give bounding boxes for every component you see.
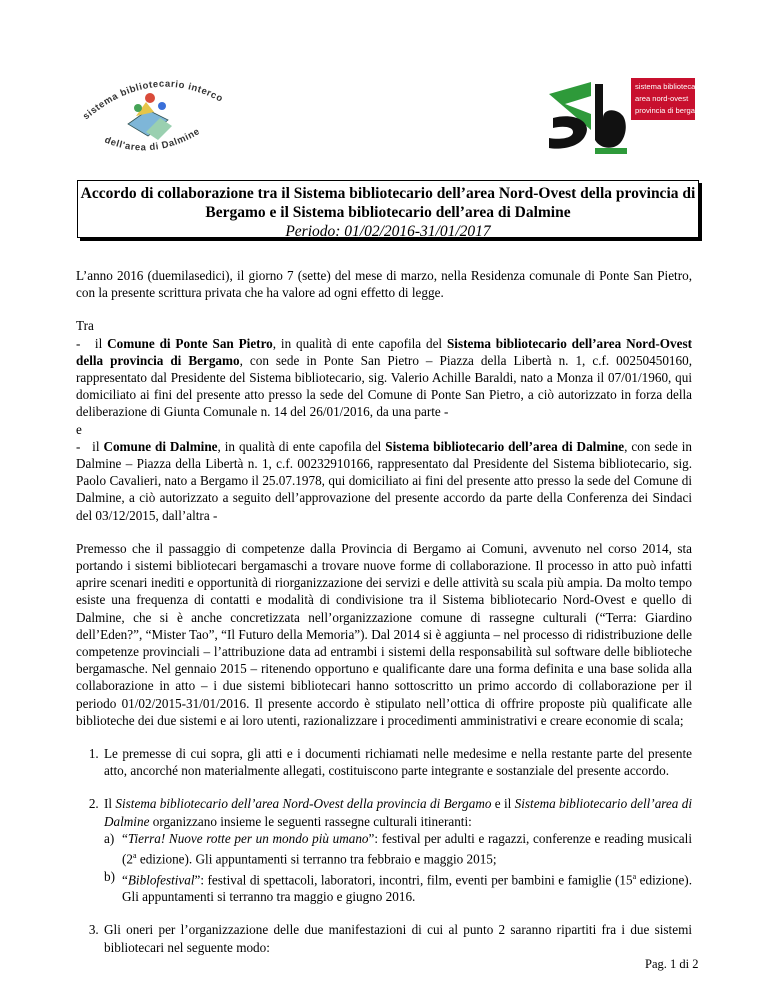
event-biblofestival: b) “Biblofestival”: festival di spettacoli, laboratori, incontri, film, eventi per bambini e famiglie (15$^a$ edizione). Gli appuntamenti si terranno tra maggio e giugno 2016. bbox=[104, 868, 692, 905]
page-number: Pag. 1 di 2 bbox=[645, 957, 699, 971]
dalmine-system-logo bbox=[76, 72, 226, 162]
party1-paragraph: - il Comune di Ponte San Pietro, in qualità di ente capofila del Sistema bibliotecario dell’area Nord-Ovest della provincia di Bergamo, con sede in Ponte San Pietro – Piazza della Libertà n. 1, c.f. 00250450160, rappresentato dal Presidente del Sistema bibliotecario, sig. Valerio Achille Baraldi, nato a Monza il 07/01/1960, qui domiciliato ai fini del presente atto presso la sede del Comune di Ponte San Pietro, a ciò autorizzato in forza della deliberazione di Giunta Comunale n. 14 del 26/01/2016, da una parte - bbox=[76, 335, 692, 420]
e-label: e bbox=[76, 421, 82, 437]
logo-right-line3: provincia di bergamo bbox=[635, 106, 706, 115]
premesso-paragraph: Premesso che il passaggio di competenze dalla Provincia di Bergamo ai Comuni, avvenuto nel corso 2014, sta portando i sistemi bibliotecari bergamaschi a trovare nuove forme di collaborazione. Il processo in atto può infatti aprire scenari inediti e opportunità di riorganizzazione dei servizi e delle attività su scala più ampia. Da molto tempo esiste una frequenza di contatti e modalità di condivisione tra il Sistema bibliotecario Nord-Ovest e quello di Dalmine, che si è anche concretizzata nell’organizzazione comune di rassegne culturali (“Terra: Giardino dell’Eden?”, “Mister Tao”, “Il Futuro della Memoria”). Dal 2014 si è aggiunta – nel processo di ridistribuzione delle competenze provinciali – l’attribuzione data ad entrambi i sistemi della responsabilità sul software delle biblioteche bergamasche. Nel gennaio 2015 – ritenendo opportuno e qualificante dare una forma definita e una base solida alla collaborazione in atto – i due sistemi bibliotecari hanno sottoscritto un primo accordo di collaborazione per il periodo 01/02/2015-31/01/2016. Il presente accordo è stipulato nell’ottica di offrire proposte più qualificate alle biblioteche dei due sistemi e ai loro utenti, razionalizzare i procedimenti amministrativi e creare economie di scala; bbox=[76, 540, 692, 728]
event-tierra: a) “Tierra! Nuove rotte per un mondo più umano”: festival per adulti e ragazzi, conferenze e reading musicali (2$^a$ edizione). Gli appuntamenti si terranno tra febbraio e maggio 2015; bbox=[104, 830, 692, 867]
logo-left-top-text: sistema bibliotecario interco bbox=[80, 78, 225, 123]
logo-left-bottom-text: dell'area di Dalmine bbox=[102, 126, 203, 154]
clauses-list bbox=[76, 745, 692, 956]
clause-1: 1. Le premesse di cui sopra, gli atti e i documenti richiamati nelle medesime e nella restante parte del presente atto, ancorché non materialmente allegati, costituiscono parte integrante e sostanziale del presente accordo. bbox=[102, 745, 692, 779]
title-period: Periodo: 01/02/2016-31/01/2017 bbox=[285, 223, 491, 240]
logo-right-line2: area nord-ovest bbox=[635, 94, 689, 103]
logo-right-line1: sistema bibliotecario bbox=[635, 82, 704, 91]
document-body bbox=[76, 267, 692, 972]
clause-3: 3. Gli oneri per l’organizzazione delle due manifestazioni di cui al punto 2 saranno ripartiti fra i due sistemi bibliotecari nel seguente modo: bbox=[102, 921, 692, 955]
clause-2: 2. Il Sistema bibliotecario dell’area Nord-Ovest della provincia di Bergamo e il Sistema bibliotecario dell’area di Dalmine organizzano insieme le seguenti rassegne culturali itineranti: a) “Tierra! Nuove rotte per un mondo più umano”: festival per adulti e ragazzi, conferenze e reading musicali (2$^a$ edizione). Gli appuntamenti si terranno tra febbraio e maggio 2015; b) “Biblofestival”: festival di spettacoli, laboratori, incontri, film, eventi per bambini e famiglie (15$^a$ edizione). Gli appuntamenti si terranno tra maggio e giugno 2016. bbox=[102, 795, 692, 905]
document-title bbox=[77, 180, 699, 238]
events-list bbox=[104, 830, 692, 906]
title-line1: Accordo di collaborazione tra il Sistema bibliotecario dell’area Nord-Ovest della provincia di bbox=[80, 185, 696, 202]
intro-paragraph: L’anno 2016 (duemilasedici), il giorno 7 (sette) del mese di marzo, nella Residenza comunale di Ponte San Pietro, con la presente scrittura privata che ha valore ad ogni effetto di legge. bbox=[76, 268, 692, 301]
title-line2: Bergamo e il Sistema bibliotecario dell’area di Dalmine bbox=[205, 204, 571, 221]
tra-label: Tra bbox=[76, 318, 94, 334]
nord-ovest-system-logo bbox=[545, 78, 706, 156]
book-icon bbox=[128, 93, 172, 140]
party2-paragraph: - il Comune di Dalmine, in qualità di ente capofila del Sistema bibliotecario dell’area di Dalmine, con sede in Dalmine – Piazza della Libertà n. 1, c.f. 00232910166, rappresentato dal Presidente del Sistema bibliotecario, sig. Paolo Cavalieri, nato a Bergamo il 25.07.1978, qui domiciliato ai fini del presente atto presso la sede del Comune di Dalmine, a ciò autorizzato a seguito dell’approvazione del presente accordo da parte della Conferenza dei Sindaci del 03/12/2015, dall’altra - bbox=[76, 438, 692, 523]
